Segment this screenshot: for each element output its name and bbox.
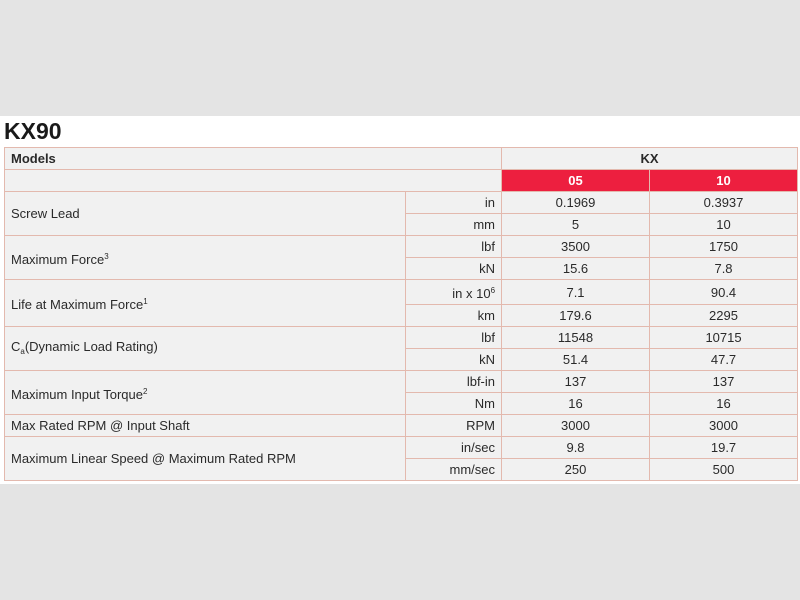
- value-cell: 2295: [650, 305, 798, 327]
- footnote-marker: 2: [143, 386, 148, 396]
- model-code-05: 05: [502, 170, 650, 192]
- row-label-maximum-linear-speed: Maximum Linear Speed @ Maximum Rated RPM: [5, 437, 406, 481]
- row-label-maximum-force: [5, 236, 406, 280]
- value-cell: 11548: [502, 327, 650, 349]
- value-cell: 5: [502, 214, 650, 236]
- row-label-screw-lead: Screw Lead: [5, 192, 406, 236]
- table-row: [5, 415, 798, 437]
- models-header: Models: [5, 148, 502, 170]
- value-cell: 3000: [650, 415, 798, 437]
- value-cell: 250: [502, 459, 650, 481]
- value-cell: 10715: [650, 327, 798, 349]
- model-codes-spacer: [5, 170, 502, 192]
- value-cell: 51.4: [502, 349, 650, 371]
- unit-cell: [406, 280, 502, 305]
- unit-cell: kN: [406, 349, 502, 371]
- footnote-marker: 1: [143, 297, 148, 306]
- unit-cell: kN: [406, 258, 502, 280]
- value-cell: 90.4: [650, 280, 798, 305]
- row-label-max-rated-rpm: Max Rated RPM @ Input Shaft: [5, 415, 406, 437]
- unit-cell: lbf: [406, 236, 502, 258]
- value-cell: 7.1: [502, 280, 650, 305]
- table-header-row: [5, 148, 798, 170]
- unit-exponent: 6: [490, 286, 496, 295]
- page-title: KX90: [4, 118, 62, 144]
- value-cell: 137: [650, 371, 798, 393]
- unit-cell: lbf-in: [406, 371, 502, 393]
- table-row: [5, 327, 798, 349]
- table-row: [5, 280, 798, 305]
- value-cell: 16: [502, 393, 650, 415]
- unit-cell: km: [406, 305, 502, 327]
- model-code-10: 10: [650, 170, 798, 192]
- value-cell: 3500: [502, 236, 650, 258]
- label-subscript: a: [20, 346, 25, 356]
- label-text: Maximum Input Torque: [11, 386, 143, 402]
- value-cell: 0.3937: [650, 192, 798, 214]
- value-cell: 179.6: [502, 305, 650, 327]
- table-row: [5, 192, 798, 214]
- unit-prefix: in x 10: [452, 286, 491, 301]
- value-cell: 9.8: [502, 437, 650, 459]
- specifications-table: [4, 147, 798, 481]
- unit-cell: in: [406, 192, 502, 214]
- unit-cell: lbf: [406, 327, 502, 349]
- unit-cell: in/sec: [406, 437, 502, 459]
- value-cell: 15.6: [502, 258, 650, 280]
- value-cell: 500: [650, 459, 798, 481]
- label-text: C: [11, 338, 21, 354]
- row-label-maximum-input-torque: [5, 371, 406, 415]
- value-cell: 10: [650, 214, 798, 236]
- table-row: [5, 236, 798, 258]
- model-codes-row: [5, 170, 798, 192]
- value-cell: 47.7: [650, 349, 798, 371]
- unit-cell: RPM: [406, 415, 502, 437]
- value-cell: 1750: [650, 236, 798, 258]
- row-label-dynamic-load-rating: [5, 327, 406, 371]
- table-row: [5, 371, 798, 393]
- footnote-marker: 3: [104, 251, 109, 261]
- value-cell: 3000: [502, 415, 650, 437]
- model-family-header: KX: [502, 148, 798, 170]
- label-text: Maximum Force: [11, 251, 105, 267]
- value-cell: 16: [650, 393, 798, 415]
- value-cell: 19.7: [650, 437, 798, 459]
- spec-panel: [0, 116, 800, 484]
- unit-cell: Nm: [406, 393, 502, 415]
- row-label-life-at-maximum-force: [5, 280, 406, 327]
- table-row: [5, 437, 798, 459]
- unit-cell: mm: [406, 214, 502, 236]
- value-cell: 0.1969: [502, 192, 650, 214]
- value-cell: 137: [502, 371, 650, 393]
- value-cell: 7.8: [650, 258, 798, 280]
- unit-cell: mm/sec: [406, 459, 502, 481]
- label-text: Life at Maximum Force: [11, 297, 144, 312]
- label-text: (Dynamic Load Rating): [24, 338, 158, 354]
